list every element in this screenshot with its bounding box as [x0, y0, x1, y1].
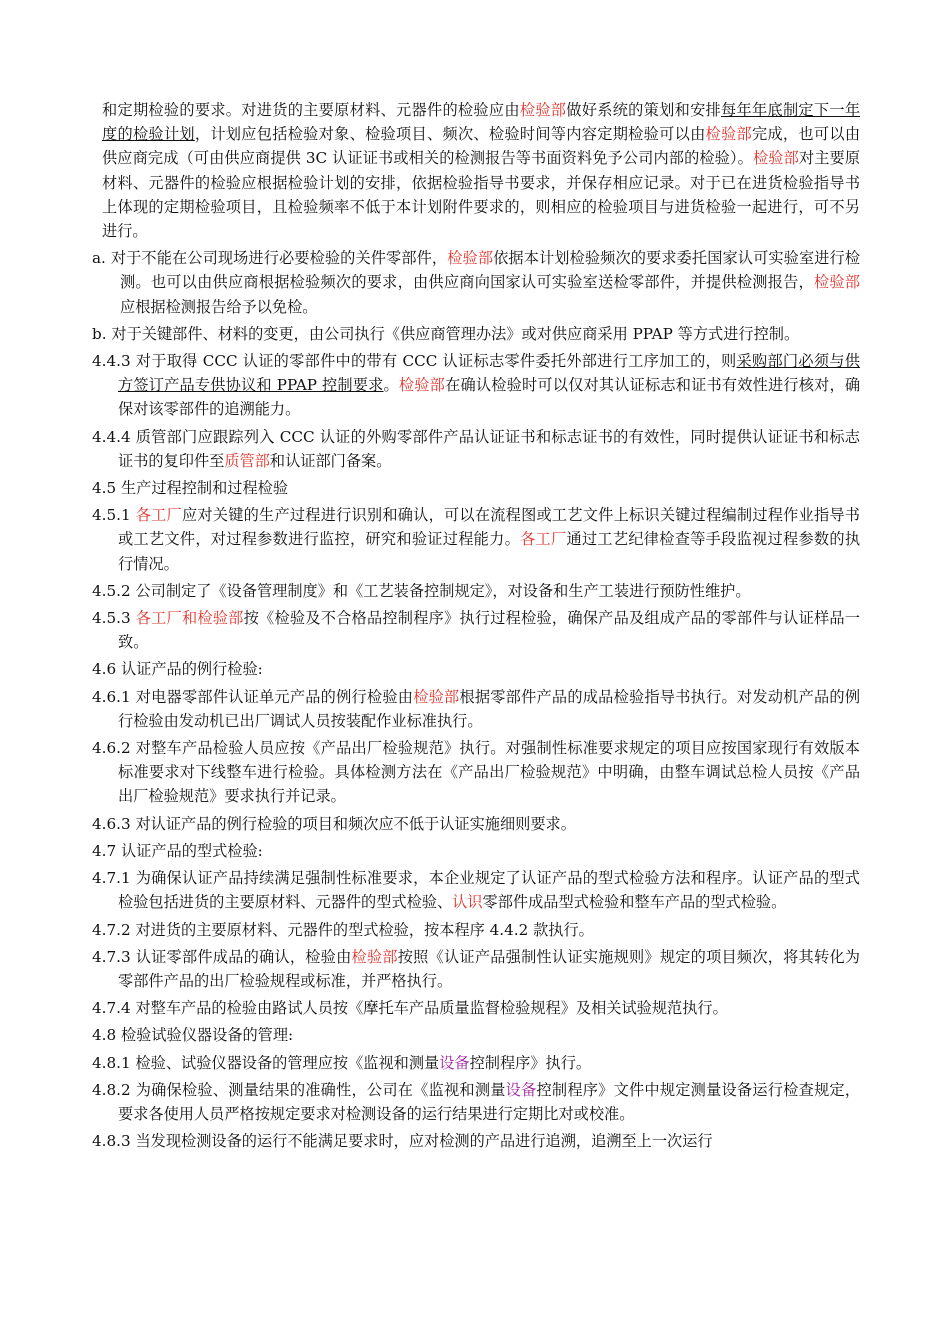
clause-4-7-3 [92, 945, 860, 993]
text-run: a. 对于不能在公司现场进行必要检验的关件零部件， [92, 249, 448, 268]
text-run: 应根据检测报告给予以免检。 [120, 297, 318, 316]
clause-4-6-1 [92, 685, 860, 733]
highlighted-dept: 检验部 [705, 125, 752, 144]
clause-4-7-1 [92, 866, 860, 914]
section-heading-4-8: 4.8 检验试验仪器设备的管理: [92, 1026, 294, 1045]
text-run: 按《检验及不合格品控制程序》执行过程检验，确保产品及组成产品的零部件与认证样品一致。 [118, 609, 861, 652]
text-run: 和认证部门备案。 [269, 451, 392, 470]
clause-4-6-2 [92, 736, 860, 809]
text-run: 在确认检验时可以仅对其认证标志和证书有效性进行核对，确保对该零部件的追溯能力。 [118, 376, 861, 419]
text-run: 按照《认证产品强制性认证实施规则》规定的项目频次，将其转化为零部件产品的出厂检验规程或标准，并严格执行。 [118, 947, 860, 990]
text-run: 4.8.1 检验、试验仪器设备的管理应按《监视和测量 [92, 1053, 440, 1072]
section-heading-4-6: 4.6 认证产品的例行检验: [92, 660, 263, 679]
text-run: 应对关键的生产过程进行识别和确认，可以在流程图或工艺文件上标识关键过程编制过程作业指导书或工艺文件，对过程参数进行监控，研究和验证过程能力。 [118, 506, 860, 549]
highlighted-dept: 检验部 [447, 249, 494, 268]
highlighted-dept: 检验部 [813, 273, 861, 292]
text-run: 。 [383, 376, 399, 395]
text-run: 通过工艺纪律检查等手段监视过程参数的执行情况。 [118, 530, 861, 573]
text-run: 4.8.3 当发现检测设备的运行不能满足要求时，应对检测的产品进行追溯，追溯至上一次运行 [92, 1132, 713, 1151]
highlighted-dept: 认识 [452, 893, 483, 912]
highlighted-dept: 质管部 [224, 451, 270, 470]
text-run: ，计划应包括检验对象、检验项目、频次、检验时间等内容定期检验可以由 [194, 125, 706, 144]
text-run: 4.8.2 为确保检验、测量结果的准确性，公司在《监视和测量 [92, 1080, 506, 1099]
text-run: 4.4.4 质管部门应跟踪列入 CCC 认证的外购零部件产品认证证书和标志证书的有效性，同时提供认证证书和标志证书的复印件至 [92, 427, 860, 470]
text-run: 4.5.3 [92, 609, 136, 628]
text-run: 4.7.3 认证零部件成品的确认，检验由 [92, 947, 352, 966]
list-item-a [92, 246, 860, 319]
text-run: 4.6.1 对电器零部件认证单元产品的例行检验由 [92, 687, 414, 706]
text-run: 4.5.2 公司制定了《设备管理制度》和《工艺装备控制规定》，对设备和生产工装进行预防性维护。 [92, 581, 751, 600]
text-run: 4.6.2 对整车产品检验人员应按《产品出厂检验规范》执行。对强制性标准要求规定的项目应按国家现行有效版本标准要求对下线整车进行检验。具体检测方法在《产品出厂检验规范》中明确，由整车调试总检人员按《产品出厂检验规范》要求执行并记录。 [92, 739, 860, 806]
clause-4-7-2 [92, 918, 860, 942]
highlighted-dept: 检验部 [413, 687, 460, 706]
text-run: 4.7.1 为确保认证产品持续满足强制性标准要求，本企业规定了认证产品的型式检验方法和程序。认证产品的型式检验包括进货的主要原材料、元器件的型式检验、 [92, 869, 860, 912]
clause-4-8-1 [92, 1051, 860, 1075]
clause-4-7-4 [92, 996, 860, 1020]
clause-4-5-2 [92, 579, 860, 603]
highlighted-dept: 检验部 [351, 947, 398, 966]
text-run: 完成，也可以由供应商完成（可由供应商提供 3C 认证证书或相关的检测报告等书面资料免予公司内部的检验）。 [102, 125, 861, 168]
clause-4-6-3 [92, 812, 860, 836]
text-run: 和定期检验的要求。对进货的主要原材料、元器件的检验应由 [102, 101, 520, 119]
document-page [92, 98, 860, 1156]
text-run: 4.7.2 对进货的主要原材料、元器件的型式检验，按本程序 4.4.2 款执行。 [92, 920, 594, 939]
section-heading-4-7: 4.7 认证产品的型式检验: [92, 841, 263, 860]
text-run: 4.7.4 对整车产品的检验由路试人员按《摩托车产品质量监督检验规程》及相关试验规范执行。 [92, 999, 728, 1018]
highlighted-term: 设备 [505, 1080, 537, 1099]
highlighted-dept: 各工厂 [520, 530, 567, 549]
text-run: b. 对于关键部件、材料的变更，由公司执行《供应商管理办法》或对供应商采用 PPAP 等方式进行控制。 [92, 324, 800, 343]
clause-4-8-3 [92, 1129, 860, 1153]
text-run: 4.5.1 [92, 506, 136, 525]
highlighted-dept: 检验部 [398, 376, 446, 395]
highlighted-dept: 检验部 [753, 149, 799, 168]
text-run: 对主要原材料、元器件的检验应根据检验计划的安排，依据检验指导书要求，并保存相应记录。对于已在进货检验指导书上体现的定期检验项目，且检验频率不低于本计划附件要求的，则相应的检验项目与进货检验一起进行，可不另进行。 [102, 149, 861, 241]
text-run: 控制程序》文件中规定测量设备运行检查规定，要求各使用人员严格按规定要求对检测设备的运行结果进行定期比对或校准。 [118, 1080, 861, 1123]
text-run: 控制程序》执行。 [469, 1053, 592, 1072]
clause-4-5-3 [92, 606, 860, 654]
text-run: 根据零部件产品的成品检验指导书执行。对发动机产品的例行检验由发动机已出厂调试人员按装配作业标准执行。 [118, 687, 861, 730]
underlined-text: 每年年底制定下一年度的检验计划 [102, 101, 861, 144]
list-item-b [92, 322, 860, 346]
clause-4-8-2 [92, 1078, 860, 1126]
text-run: 4.4.3 对于取得 CCC 认证的零部件中的带有 CCC 认证标志零件委托外部进行工序加工的，则 [92, 352, 737, 371]
highlighted-term: 设备 [439, 1053, 470, 1072]
clause-4-4-3 [92, 349, 860, 422]
clause-4-4-4 [92, 425, 860, 473]
text-run: 依据本计划检验频次的要求委托国家认可实验室进行检测。也可以由供应商根据检验频次的要求，由供应商向国家认可实验室送检零部件，并提供检测报告， [120, 249, 861, 292]
highlighted-dept: 检验部 [519, 101, 567, 119]
text-run: 4.6.3 对认证产品的例行检验的项目和频次应不低于认证实施细则要求。 [92, 814, 576, 833]
section-heading-4-5: 4.5 生产过程控制和过程检验 [92, 479, 289, 498]
clause-4-5-1 [92, 503, 860, 576]
underlined-text: 采购部门必须与供方签订产品专供协议和 PPAP 控制要求 [118, 352, 860, 395]
text-run: 做好系统的策划和安排 [566, 101, 722, 119]
highlighted-dept: 各工厂 [135, 506, 182, 525]
paragraph-periodic-inspection [92, 98, 860, 243]
text-run: 零部件成品型式检验和整车产品的型式检验。 [482, 893, 787, 912]
highlighted-dept: 各工厂和检验部 [135, 609, 244, 628]
